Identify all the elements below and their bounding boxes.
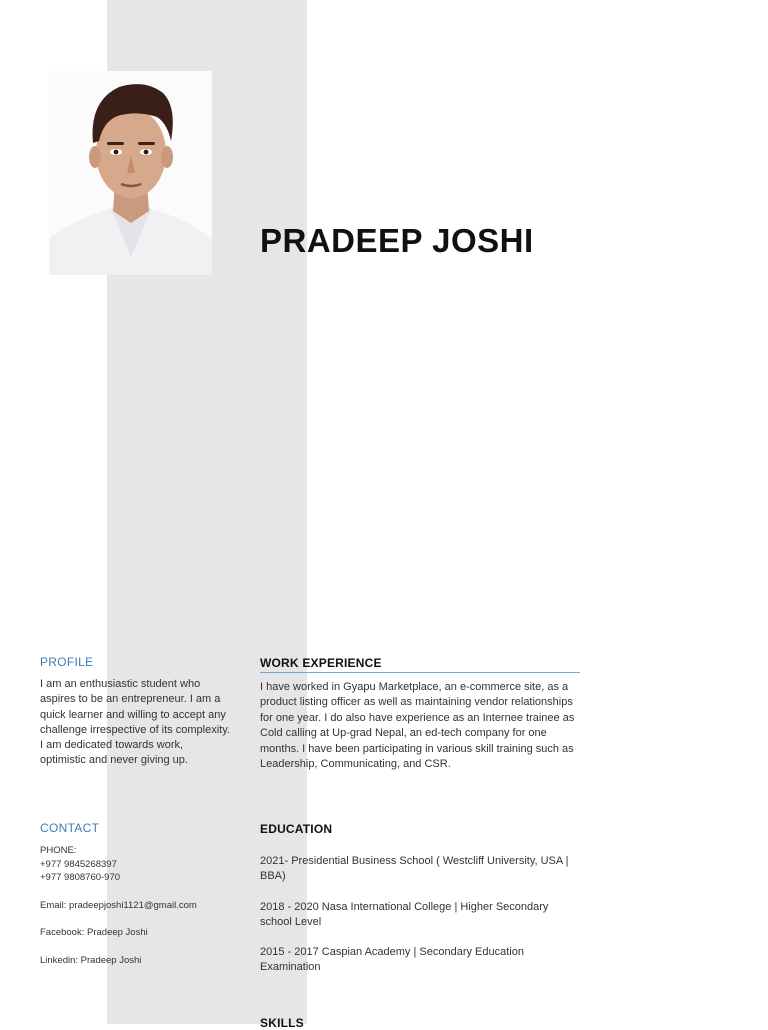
phone-number-1: +977 9845268397 bbox=[40, 858, 117, 870]
profile-photo bbox=[49, 71, 212, 275]
education-item: 2021- Presidential Business School ( Westcliff University, USA | BBA) bbox=[260, 855, 569, 883]
contact-details bbox=[40, 844, 240, 967]
email-address[interactable]: Email: pradeepjoshi1121@gmail.com bbox=[40, 899, 197, 911]
person-portrait-image bbox=[49, 71, 212, 275]
candidate-name: PRADEEP JOSHI bbox=[260, 222, 534, 259]
linkedin-link[interactable]: Linkedin: Pradeep Joshi bbox=[40, 954, 142, 966]
profile-heading: PROFILE bbox=[40, 655, 94, 669]
phone-number-2: +977 9808760-970 bbox=[40, 872, 121, 883]
education-heading: EDUCATION bbox=[260, 822, 333, 836]
section-divider bbox=[260, 672, 580, 673]
work-experience-heading: WORK EXPERIENCE bbox=[260, 656, 382, 670]
facebook-link[interactable]: Facebook: Pradeep Joshi bbox=[40, 927, 148, 938]
phone-label: PHONE: bbox=[40, 845, 77, 856]
contact-heading: CONTACT bbox=[40, 821, 100, 835]
education-item: 2015 - 2017 Caspian Academy | Secondary Education Examination bbox=[260, 946, 524, 974]
profile-text: I am an enthusiastic student who aspires to be an entrepreneur. I am a quick learner and willing to accept any challenge irrespective of its complexity. I am dedicated towards work, optimistic and never giving up. bbox=[40, 678, 230, 767]
education-item: 2018 - 2020 Nasa International College | Higher Secondary school Level bbox=[260, 901, 549, 929]
work-experience-text: I have worked in Gyapu Marketplace, an e-commerce site, as a product listing officer as well as maintaining vendor relationships for one year. I do also have experience as an Internee trainee as Cold calling at Up-grad Nepal, an ed-tech company for one months. I have been participating in various skill training such as Leadership, Communicating, and CSR. bbox=[260, 681, 575, 771]
skills-heading: SKILLS bbox=[260, 1016, 304, 1030]
